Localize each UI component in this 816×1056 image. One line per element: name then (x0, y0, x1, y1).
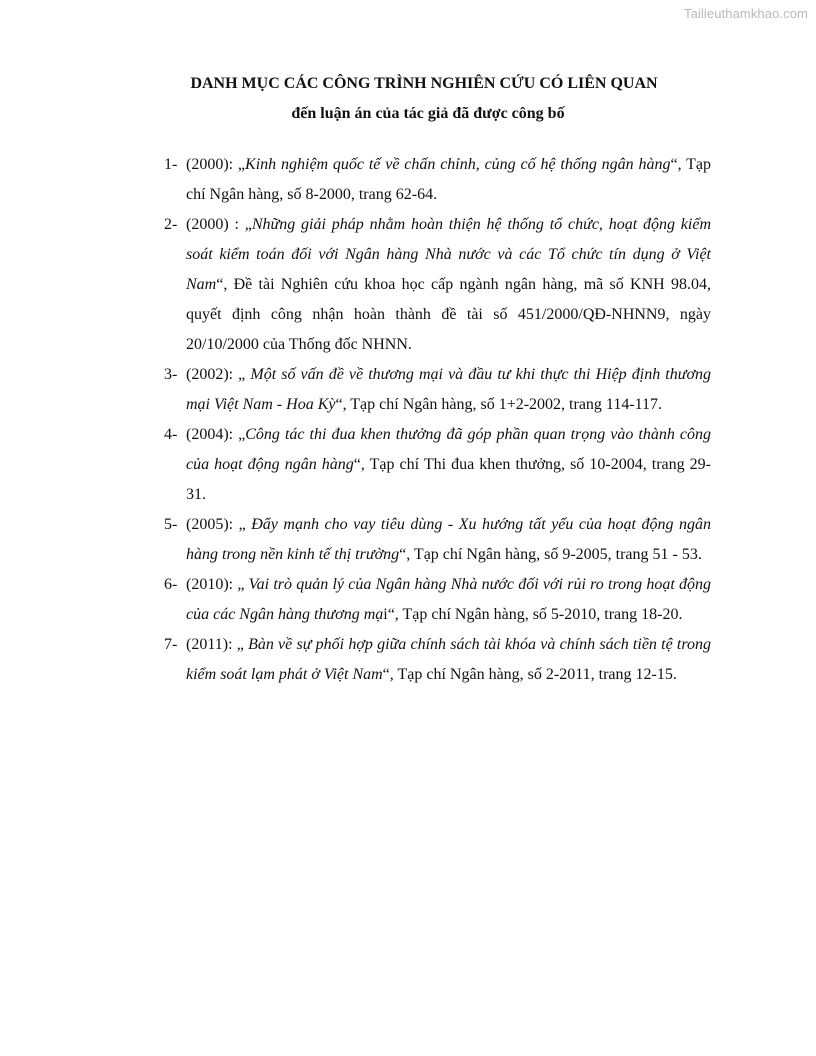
publication-number: 2- (164, 216, 178, 233)
publication-item (160, 210, 711, 360)
publication-title: Công tác thi đua khen thưởng đã góp phần quan trọng vào thành công của hoạt động ngân hàng (186, 426, 712, 473)
publication-item (160, 150, 711, 210)
publication-number: 7- (164, 636, 178, 653)
publication-year: (2002): „ (186, 366, 251, 383)
publication-number: 4- (164, 426, 178, 443)
publication-item (160, 360, 711, 420)
publication-title: Bàn về sự phối hợp giữa chính sách tài khóa và chính sách tiền tệ trong kiểm soát lạm phát ở Việt Nam (186, 636, 712, 683)
publication-number: 5- (164, 516, 178, 533)
publication-year: (2000): „ (186, 156, 246, 173)
publication-item (160, 420, 711, 510)
publication-source: “, Tạp chí Ngân hàng, số 8-2000, trang 62-64. (186, 156, 712, 203)
publication-year: (2000) : „ (186, 216, 252, 233)
publication-title: Một số vấn đề về thương mại và đầu tư khi thực thi Hiệp định thương mại Việt Nam - Hoa Kỳ (186, 366, 712, 413)
publication-year: (2004): „ (186, 426, 246, 443)
publication-number: 3- (164, 366, 178, 383)
publication-year: (2010): „ (186, 576, 249, 593)
publication-source: “, Tạp chí Ngân hàng, số 9-2005, trang 51 - 53. (399, 546, 702, 563)
publication-source: “, Đề tài Nghiên cứu khoa học cấp ngành ngân hàng, mã số KNH 98.04, quyết định công nhận hoàn thành đề tài số 451/2000/QĐ-NHNN9, ngày 20/10/2000 của Thống đốc NHNN. (186, 276, 711, 353)
page-title: DANH MỤC CÁC CÔNG TRÌNH NGHIÊN CỨU CÓ LIÊN QUAN (190, 75, 658, 92)
publication-title: Vai trò quản lý của Ngân hàng Nhà nước đối với rủi ro trong hoạt động của các Ngân hàng thương mạ (186, 576, 711, 623)
page-subtitle: đến luận án của tác giả đã được công bố (291, 105, 565, 122)
publication-source: “, Tạp chí Thi đua khen thưởng, số 10-2004, trang 29-31. (186, 456, 712, 503)
publication-source: “, Tạp chí Ngân hàng, số 1+2-2002, trang 114-117. (335, 396, 663, 413)
publication-item (160, 570, 711, 630)
publication-item (160, 630, 711, 690)
publication-year: (2005): „ (186, 516, 252, 533)
publication-item (160, 510, 711, 570)
publication-number: 1- (164, 156, 178, 173)
publication-number: 6- (164, 576, 178, 593)
publication-title: Đẩy mạnh cho vay tiêu dùng - Xu hướng tất yếu của hoạt động ngân hàng trong nền kinh tế thị trường (186, 516, 712, 563)
publication-title: Kinh nghiệm quốc tế về chấn chỉnh, củng cố hệ thống ngân hàng (245, 156, 671, 173)
publication-source: i“, Tạp chí Ngân hàng, số 5-2010, trang 18-20. (383, 606, 683, 623)
watermark-text: Tailieuthamkhao.com (683, 6, 808, 21)
publication-title: Những giải pháp nhằm hoàn thiện hệ thống tổ chức, hoạt động kiểm soát kiểm toán đối với Ngân hàng Nhà nước và các Tổ chức tín dụng ở Việt Nam (186, 216, 712, 293)
publication-source: “, Tạp chí Ngân hàng, số 2-2011, trang 12-15. (382, 666, 677, 683)
publication-year: (2011): „ (186, 636, 249, 653)
publication-list (160, 150, 711, 690)
